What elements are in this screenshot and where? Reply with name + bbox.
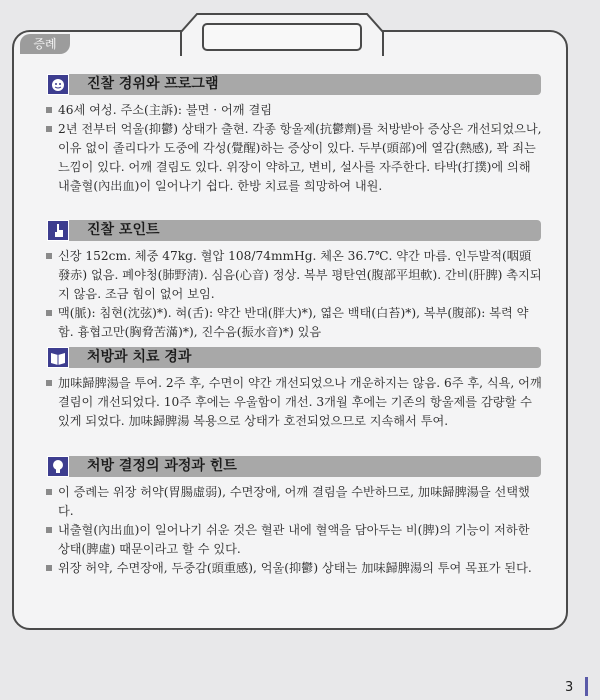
bullet-icon (46, 380, 52, 386)
section-list-history (45, 101, 543, 196)
bullet-icon (46, 253, 52, 259)
section-title: 처방 결정의 과정과 힌트 (87, 458, 237, 474)
list-item-text: 加味歸脾湯을 투여. 2주 후, 수면이 약간 개선되었으나 개운하지는 않음. 6주 후, 식욕, 어깨 결림이 개선되었다. 10주 후에는 우울함이 개선. 3개월 후에는 기존의 항울제를 감량할 수 있게 되었다. 加味歸脾湯 복용으로 상태가 호전되었으므로 지속해서 투여. (58, 376, 542, 428)
list-item (45, 374, 543, 431)
list-item-text: 46세 여성. 주소(主訴): 불면 · 어깨 결림 (58, 103, 272, 117)
list-item (45, 101, 543, 120)
section-header-exam (47, 220, 541, 241)
list-item-text: 맥(脈): 침현(沈弦)*). 혀(舌): 약간 반대(胖大)*), 엷은 백태(白苔)*), 복부(腹部): 복력 약함. 흉협고만(胸脅苦滿)*), 진수음(振水音)*) 있음 (58, 306, 529, 339)
section-list-exam (45, 247, 543, 342)
section-header-treatment (47, 347, 541, 368)
section-list-hints (45, 483, 543, 578)
section-list-treatment (45, 374, 543, 431)
list-item-text: 내출혈(內出血)이 일어나기 쉬운 것은 혈관 내에 혈액을 담아두는 비(脾)의 기능이 저하한 상태(脾虛) 때문이라고 할 수 있다. (58, 523, 530, 556)
section-title: 진찰 포인트 (87, 222, 160, 238)
section-header-hints (47, 456, 541, 477)
section-title: 진찰 경위와 프로그램 (87, 76, 219, 92)
pointing-hand-icon (47, 220, 69, 241)
clipboard-clip (175, 4, 389, 56)
section-header-history (47, 74, 541, 95)
bullet-icon (46, 126, 52, 132)
list-item (45, 521, 543, 559)
doctor-face-icon (47, 74, 69, 95)
bullet-icon (46, 489, 52, 495)
list-item (45, 559, 543, 578)
list-item-text: 신장 152cm. 체중 47kg. 혈압 108/74mmHg. 체온 36.7℃. 약간 마름. 인두발적(咽頭發赤) 없음. 폐야청(肺野淸). 심음(心音) 정상. 복부 평탄연(腹部平坦軟). 간비(肝脾) 촉지되지 않음. 조금 힘이 없어 보임. (58, 249, 542, 301)
list-item-text: 이 증례는 위장 허약(胃腸虛弱), 수면장애, 어깨 결림을 수반하므로, 加味歸脾湯을 선택했다. (58, 485, 530, 518)
bullet-icon (46, 310, 52, 316)
bullet-icon (46, 565, 52, 571)
list-item (45, 120, 543, 196)
page-number: 3 (565, 680, 574, 695)
bullet-icon (46, 107, 52, 113)
list-item-text: 위장 허약, 수면장애, 두중감(頭重感), 억울(抑鬱) 상태는 加味歸脾湯의 투여 목표가 된다. (58, 561, 532, 575)
list-item-text: 2년 전부터 억울(抑鬱) 상태가 출현. 각종 항울제(抗鬱劑)를 처방받아 증상은 개선되었으나, 이유 없이 졸리다가 도중에 각성(覺醒)하는 증상이 있다. 두부(頭部)에 열감(熱感), 꽉 죄는 느낌이 있다. 어깨 결림도 있다. 위장이 약하고, 변비, 설사를 자주한다. 타박(打撲)에 의해 내출혈(內出血)이 일어나기 쉽다. 한방 치료를 희망하여 내원. (58, 122, 542, 193)
list-item (45, 483, 543, 521)
list-item (45, 304, 543, 342)
list-item (45, 247, 543, 304)
section-title: 처방과 치료 경과 (87, 349, 192, 365)
case-tag: 증례 (20, 34, 70, 54)
open-book-icon (47, 347, 69, 368)
page-number-bar (585, 677, 588, 696)
bullet-icon (46, 527, 52, 533)
lightbulb-icon (47, 456, 69, 477)
